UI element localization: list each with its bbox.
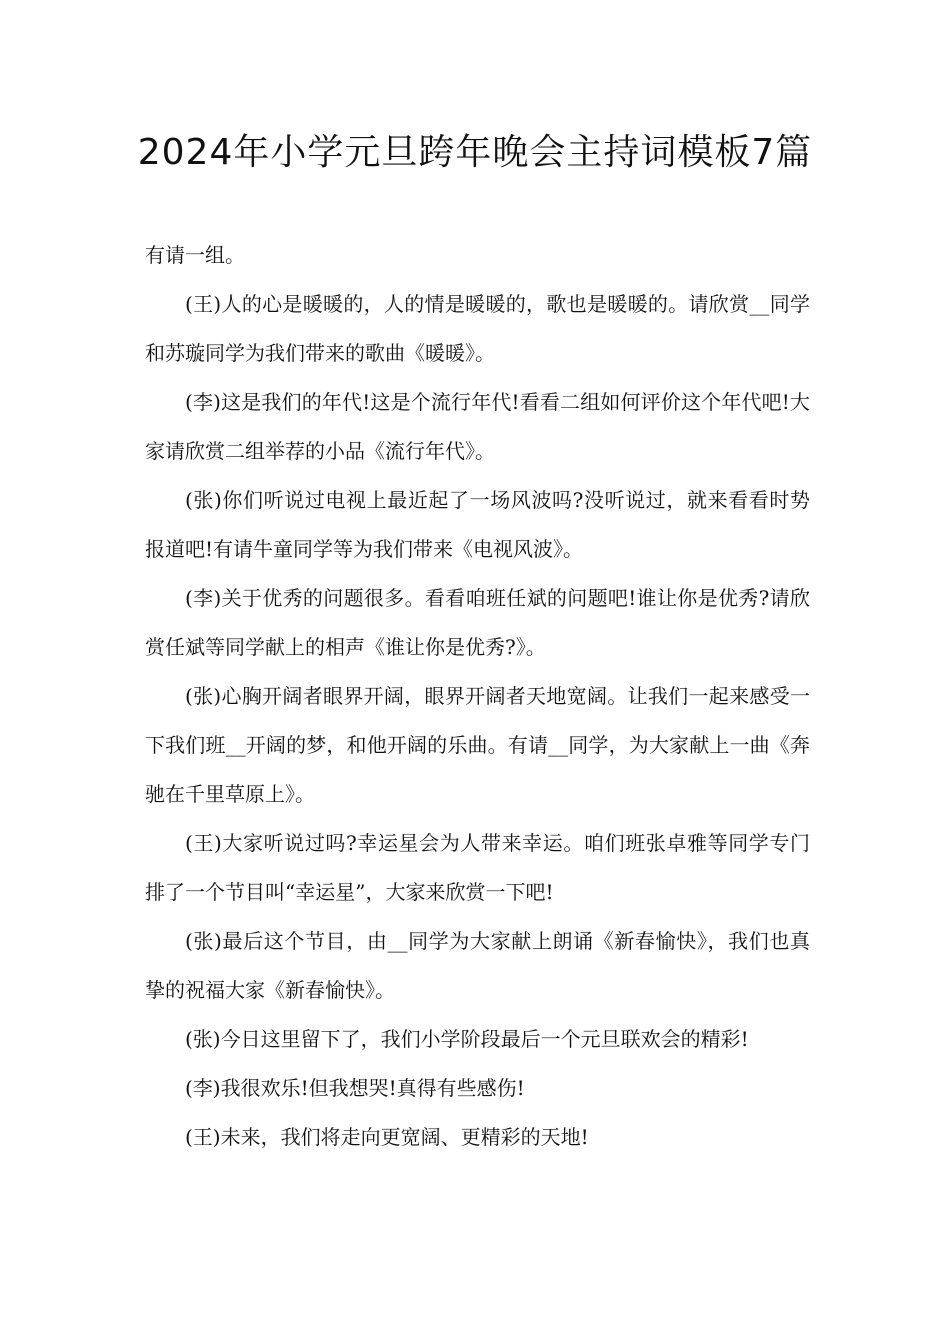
- paragraph: (张)你们听说过电视上最近起了一场风波吗?没听说过，就来看看时势报道吧!有请牛童同学等为我们带来《电视风波》。: [145, 488, 810, 561]
- paragraph: (张)心胸开阔者眼界开阔，眼界开阔者天地宽阔。让我们一起来感受一下我们班__开阔的梦，和他开阔的乐曲。有请__同学，为大家献上一曲《奔驰在千里草原上》。: [145, 684, 810, 806]
- paragraph: 有请一组。: [145, 243, 245, 267]
- paragraph: (王)未来，我们将走向更宽阔、更精彩的天地!: [185, 1125, 589, 1149]
- paragraph: (王)人的心是暖暖的，人的情是暖暖的，歌也是暖暖的。请欣赏__同学和苏璇同学为我们带来的歌曲《暖暖》。: [145, 292, 810, 365]
- paragraph: (李)关于优秀的问题很多。看看咱班任斌的问题吧!谁让你是优秀?请欣赏任斌等同学献上的相声《谁让你是优秀?》。: [145, 586, 810, 659]
- paragraph: (王)大家听说过吗?幸运星会为人带来幸运。咱们班张卓雅等同学专门排了一个节目叫“幸运星”，大家来欣赏一下吧!: [145, 831, 810, 904]
- paragraph: (张)今日这里留下了，我们小学阶段最后一个元旦联欢会的精彩!: [185, 1027, 749, 1051]
- document-body: [145, 231, 810, 1162]
- document-title: 2024年小学元旦跨年晚会主持词模板7篇: [137, 132, 813, 173]
- paragraph: (李)这是我们的年代!这是个流行年代!看看二组如何评价这个年代吧!大家请欣赏二组举荐的小品《流行年代》。: [145, 390, 810, 463]
- paragraph: (张)最后这个节目，由__同学为大家献上朗诵《新春愉快》，我们也真挚的祝福大家《新春愉快》。: [145, 929, 810, 1002]
- paragraph: (李)我很欢乐!但我想哭!真得有些感伤!: [185, 1076, 525, 1100]
